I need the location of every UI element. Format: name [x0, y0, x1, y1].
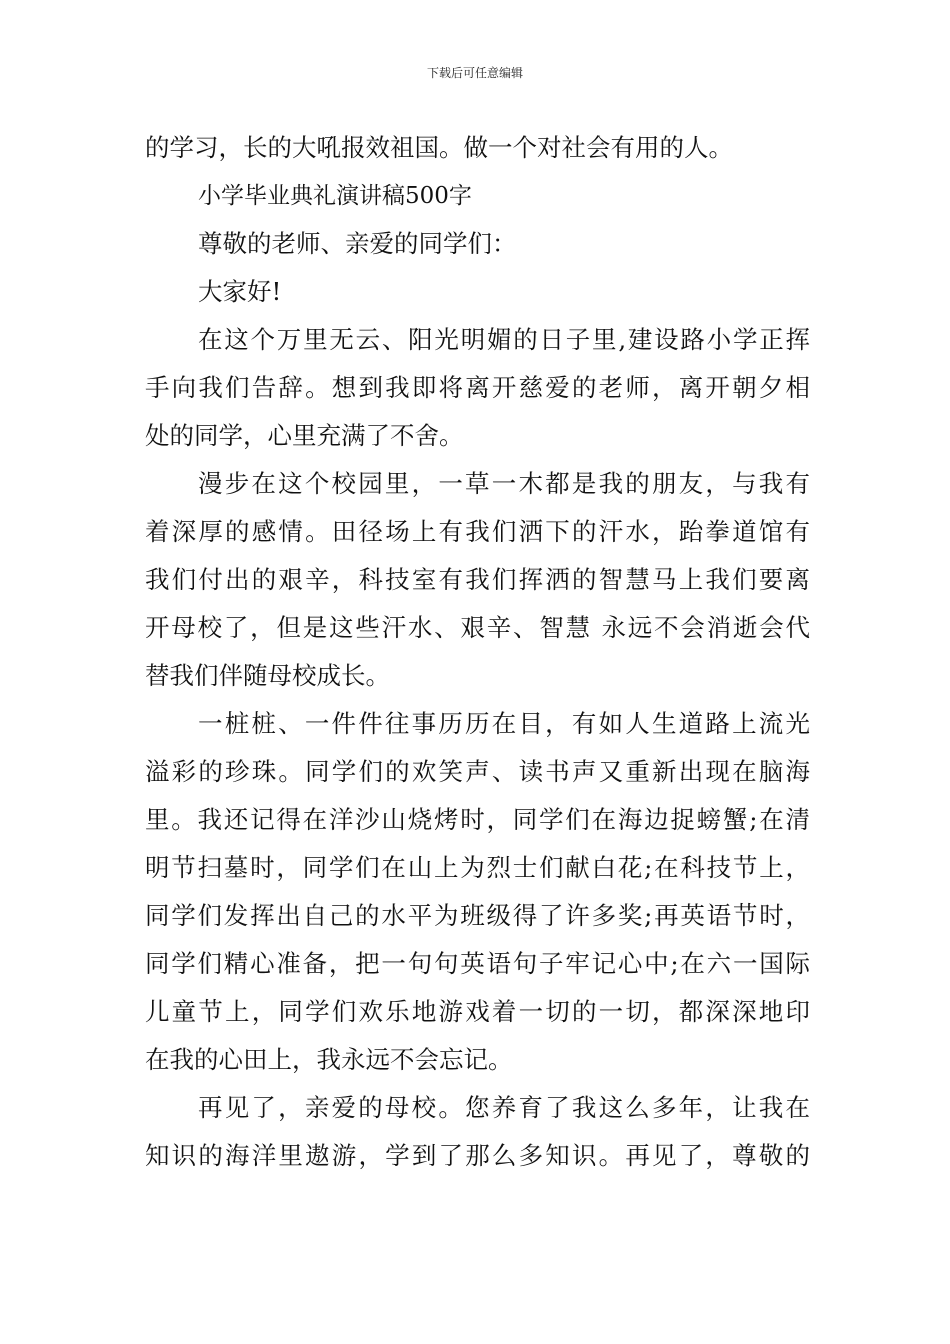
body-text: [145, 124, 810, 1180]
text-line: 明节扫墓时，同学们在山上为烈士们献白花;在科技节上，: [145, 853, 810, 882]
text-line: 在我的心田上，我永远不会忘记。: [145, 1045, 513, 1074]
text-line: 开母校了，但是这些汗水、艰辛、智慧 永远不会消逝会代: [145, 613, 810, 642]
text-line: 里。我还记得在洋沙山烧烤时，同学们在海边捉螃蟹;在清: [145, 805, 810, 834]
page-header: 下载后可任意编辑: [426, 66, 523, 80]
text-line: 儿童节上，同学们欢乐地游戏着一切的一切，都深深地印: [145, 997, 810, 1026]
text-line: 同学们发挥出自己的水平为班级得了许多奖;再英语节时，: [145, 901, 810, 930]
speech-title: 小学毕业典礼演讲稿500字: [198, 183, 472, 209]
text-line: 再见了，亲爱的母校。您养育了我这么多年，让我在: [198, 1093, 810, 1122]
text-line: 在这个万里无云、阳光明媚的日子里,建设路小学正挥: [198, 325, 810, 354]
text-line: 的学习，长的大吼报效祖国。做一个对社会有用的人。: [145, 133, 733, 162]
salutation: 尊敬的老师、亲爱的同学们：: [198, 229, 517, 258]
text-line: 漫步在这个校园里，一草一木都是我的朋友，与我有: [198, 469, 810, 498]
text-line: 我们付出的艰辛，科技室有我们挥洒的智慧马上我们要离: [145, 565, 810, 594]
text-line: 替我们伴随母校成长。: [145, 661, 390, 690]
text-line: 处的同学，心里充满了不舍。: [145, 421, 464, 450]
greeting: 大家好!: [198, 277, 282, 306]
text-line: 溢彩的珍珠。同学们的欢笑声、读书声又重新出现在脑海: [145, 757, 810, 786]
text-line: 着深厚的感情。田径场上有我们洒下的汗水，跆拳道馆有: [145, 517, 810, 546]
text-line: 知识的海洋里遨游，学到了那么多知识。再见了，尊敬的: [145, 1141, 810, 1170]
text-line: 手向我们告辞。想到我即将离开慈爱的老师，离开朝夕相: [145, 373, 810, 402]
text-line: 同学们精心准备，把一句句英语句子牢记心中;在六一国际: [145, 949, 810, 978]
text-line: 一桩桩、一件件往事历历在目，有如人生道路上流光: [198, 709, 810, 738]
